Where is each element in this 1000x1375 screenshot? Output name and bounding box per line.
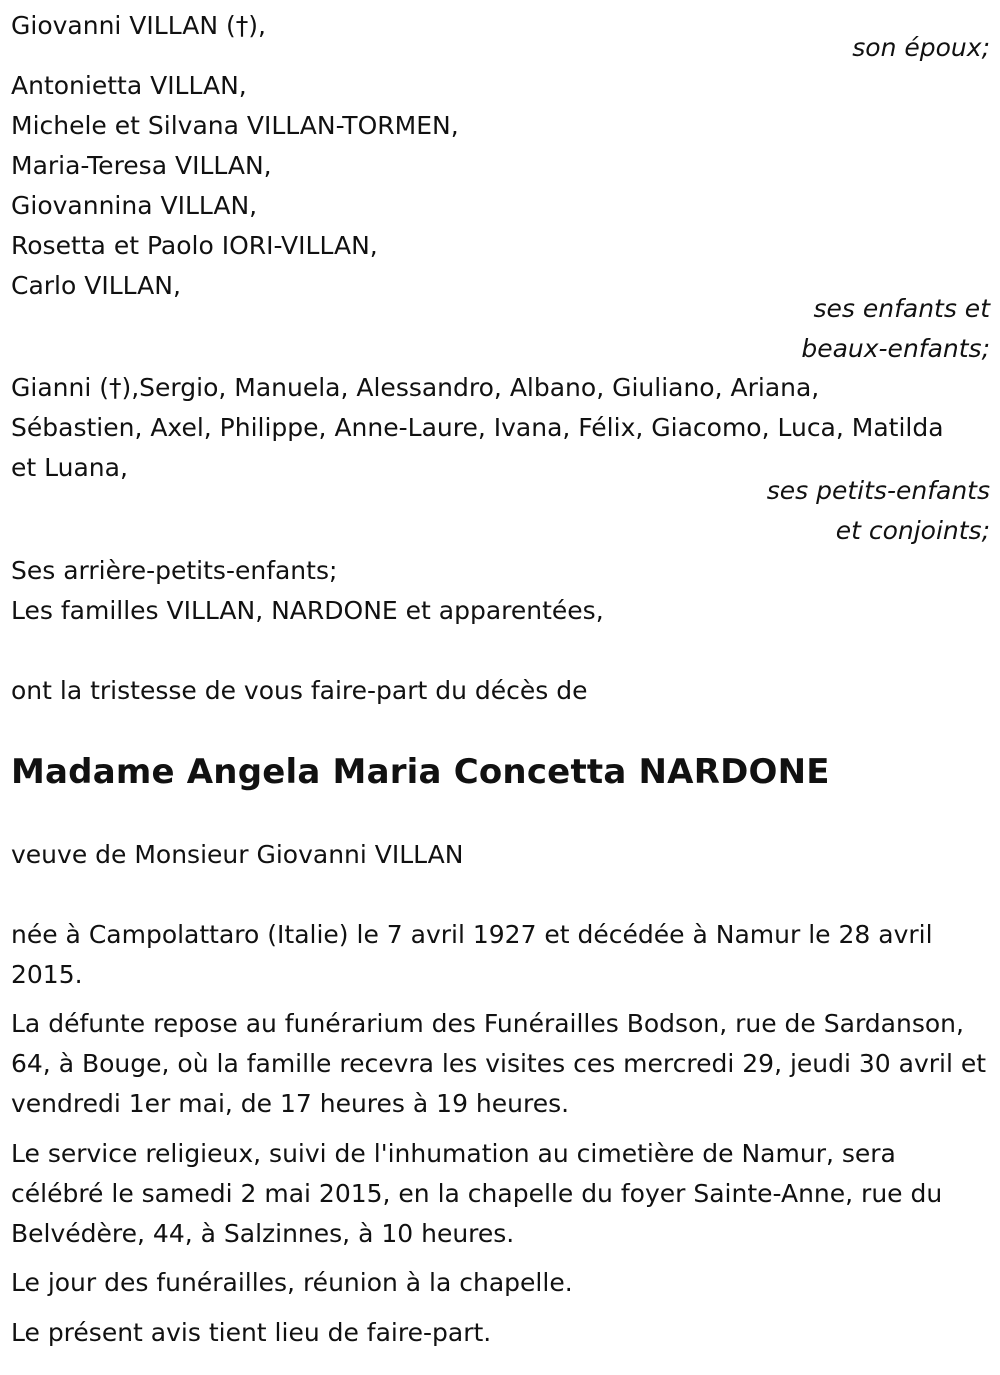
grandchildren-line: Sébastien, Axel, Philippe, Anne-Laure, Ivana, Félix, Giacomo, Luca, Matilda: [11, 413, 944, 442]
families-line: Les familles VILLAN, NARDONE et apparentées,: [11, 596, 604, 625]
service-paragraph: Le service religieux, suivi de l'inhumation au cimetière de Namur, sera célébré le samedi 2 mai 2015, en la chapelle du foyer Sainte-Anne, rue du Belvédère, 44, à Salzinnes, à 10 heures.: [11, 1139, 943, 1248]
grandchildren-line: Gianni (†),Sergio, Manuela, Alessandro, Albano, Giuliano, Ariana,: [11, 373, 820, 402]
obituary-notice: [11, 6, 990, 1353]
other-relatives: [11, 551, 990, 631]
child-name: Rosetta et Paolo IORI-VILLAN,: [11, 231, 378, 260]
grandchildren-relation-line: et conjoints;: [835, 516, 990, 545]
visitation-paragraph: La défunte repose au funérarium des Funérailles Bodson, rue de Sardanson, 64, à Bouge, où la famille recevra les visites ces mercredi 29, jeudi 30 avril et vendredi 1er mai, de 17 heures à 19 heures.: [11, 1009, 987, 1118]
meeting-paragraph: Le jour des funérailles, réunion à la chapelle.: [11, 1268, 573, 1297]
children-relation-line: beaux-enfants;: [801, 334, 990, 363]
notice-paragraph: Le présent avis tient lieu de faire-part.: [11, 1318, 492, 1347]
spouse-name: Giovanni VILLAN (†),: [11, 11, 266, 40]
deceased-name: Madame Angela Maria Concetta NARDONE: [11, 752, 830, 792]
child-name: Giovannina VILLAN,: [11, 191, 258, 220]
announcement-text: ont la tristesse de vous faire-part du décès de: [11, 676, 588, 705]
spouse-relation: son époux;: [852, 33, 990, 62]
children-relation-line: ses enfants et: [813, 294, 990, 323]
birth-death-text: née à Campolattaro (Italie) le 7 avril 1927 et décédée à Namur le 28 avril 2015.: [11, 920, 933, 989]
grandchildren-list: [11, 368, 990, 488]
great-grandchildren-line: Ses arrière-petits-enfants;: [11, 556, 338, 585]
child-name: Maria-Teresa VILLAN,: [11, 151, 272, 180]
child-name: Antonietta VILLAN,: [11, 71, 247, 100]
children-list: [11, 66, 990, 306]
widow-of-text: veuve de Monsieur Giovanni VILLAN: [11, 840, 464, 869]
grandchildren-relation: [11, 471, 990, 551]
child-name: Carlo VILLAN,: [11, 271, 181, 300]
grandchildren-relation-line: ses petits-enfants: [766, 476, 990, 505]
child-name: Michele et Silvana VILLAN-TORMEN,: [11, 111, 459, 140]
grandchildren-line: et Luana,: [11, 453, 128, 482]
